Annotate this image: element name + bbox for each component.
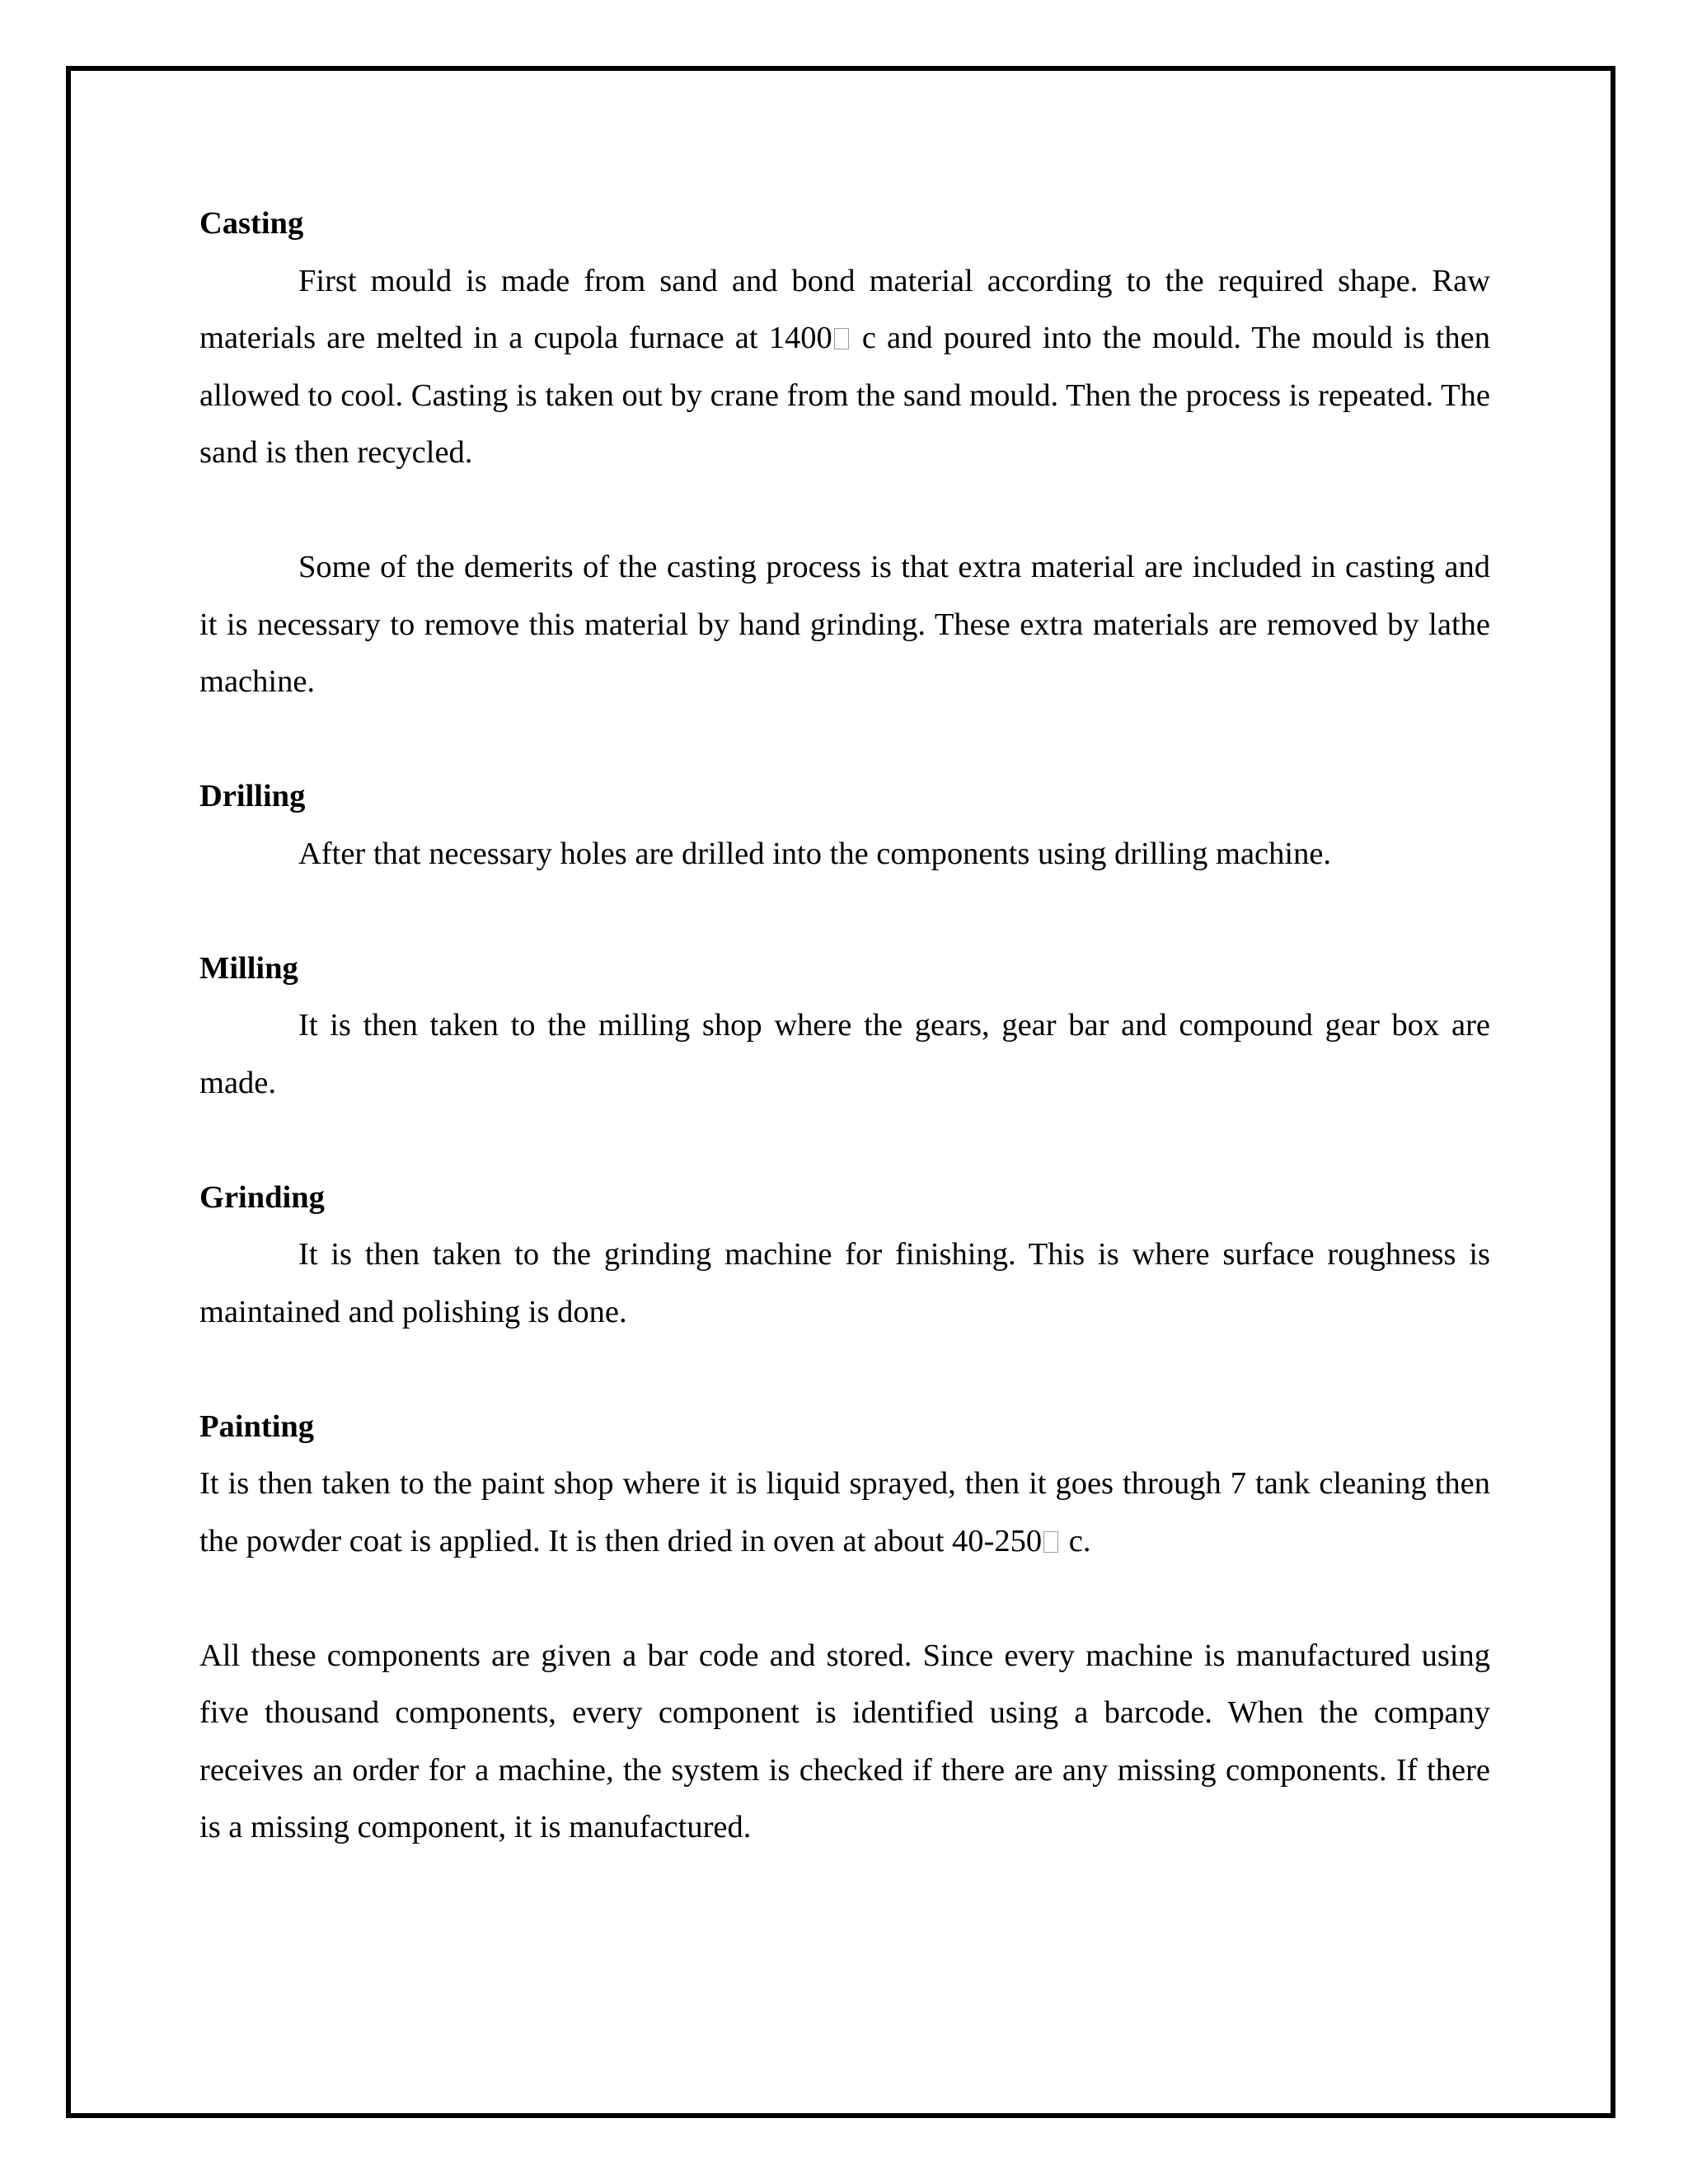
- paragraph-casting-process: [199, 253, 1490, 482]
- paragraph-casting-demerits: Some of the demerits of the casting process is that extra material are included in casting and it is necessary to remove this material by hand grinding. These extra materials are removed by lathe machine.: [199, 550, 1490, 699]
- document-body: [199, 195, 1490, 1857]
- spacer: [199, 482, 1490, 540]
- spacer: [199, 1341, 1490, 1399]
- missing-glyph-box-icon: [834, 328, 849, 349]
- paragraph-drilling: After that necessary holes are drilled into the components using drilling machine.: [298, 836, 1332, 871]
- spacer: [199, 711, 1490, 769]
- paragraph-components-barcode: All these components are given a bar code and stored. Since every machine is manufactured using five thousand components, every component is identified using a barcode. When the company receives an order for a machine, the system is checked if there are any missing components. If there is a missing component, it is manufactured.: [199, 1638, 1490, 1844]
- painting-text-start: It is then taken to the paint shop where it is liquid sprayed, then it goes through 7 tank cleaning then the powder coat is applied. It is then dried in oven at about 40-250: [199, 1466, 1490, 1558]
- paragraph-grinding: It is then taken to the grinding machine for finishing. This is where surface roughness is maintained and polishing is done.: [199, 1237, 1490, 1329]
- missing-glyph-box-icon: [1043, 1531, 1058, 1553]
- paragraph-milling: It is then taken to the milling shop where the gears, gear bar and compound gear box are made.: [199, 1008, 1490, 1100]
- spacer: [199, 1112, 1490, 1169]
- section-heading-casting: Casting: [199, 206, 304, 241]
- spacer: [199, 883, 1490, 940]
- section-heading-painting: Painting: [199, 1408, 315, 1444]
- casting-text-start: First mould is made from sand and bond material according to the required shape. Raw materials are melted in a cupola furnace at 1400: [199, 263, 1490, 355]
- section-heading-grinding: Grinding: [199, 1179, 325, 1215]
- paragraph-painting: [199, 1455, 1490, 1570]
- casting-text-end: c and poured into the mould. The mould is then allowed to cool. Casting is taken out by crane from the sand mould. Then the process is repeated. The sand is then recycled.: [199, 321, 1490, 470]
- spacer: [199, 1570, 1490, 1628]
- section-heading-drilling: Drilling: [199, 779, 306, 813]
- section-heading-milling: Milling: [199, 950, 298, 986]
- painting-text-end: c.: [1061, 1523, 1091, 1558]
